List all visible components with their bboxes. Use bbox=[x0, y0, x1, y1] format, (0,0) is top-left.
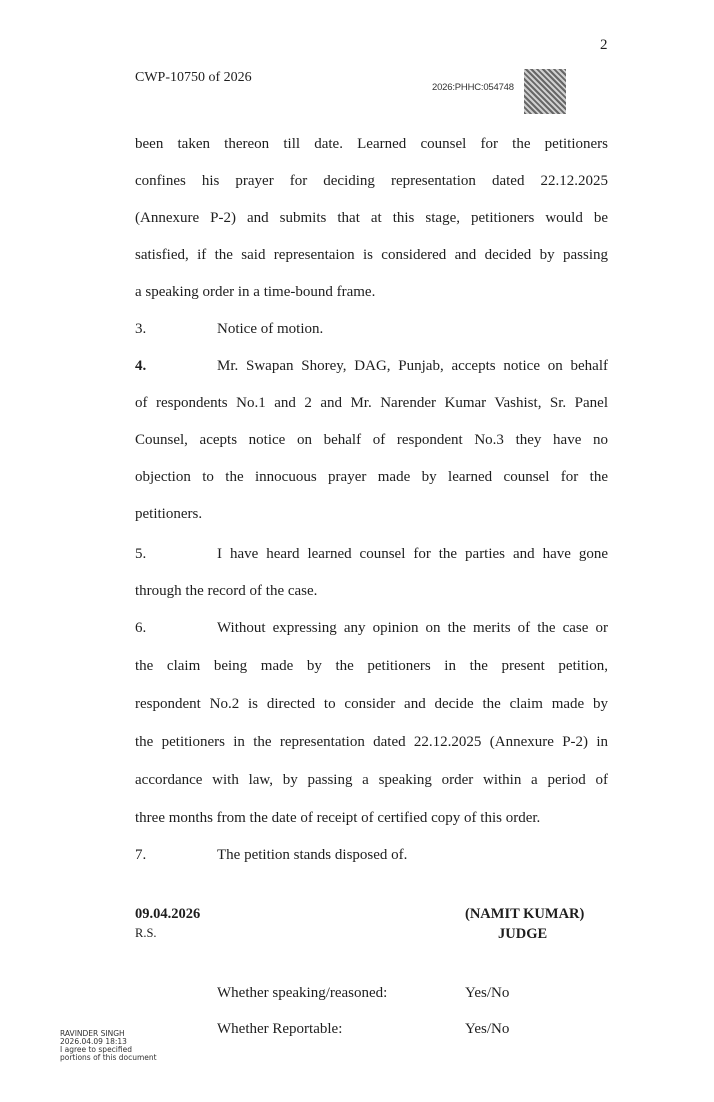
body-line: three months from the date of receipt of certified copy of this order. bbox=[135, 810, 541, 826]
body-line: objection to the innocuous prayer made by learned counsel for the bbox=[135, 469, 608, 485]
paragraph-number: 5. bbox=[135, 546, 147, 562]
paragraph-text: Without expressing any opinion on the merits of the case or bbox=[217, 620, 608, 636]
body-line: accordance with law, by passing a speaking order within a period of bbox=[135, 772, 608, 788]
speaking-reasoned-label: Whether speaking/reasoned: bbox=[217, 985, 388, 1001]
body-line: the petitioners in the representation dated 22.12.2025 (Annexure P-2) in bbox=[135, 734, 608, 750]
body-line: confines his prayer for deciding representation dated 22.12.2025 bbox=[135, 173, 608, 189]
body-line: petitioners. bbox=[135, 506, 203, 522]
reportable-value: Yes/No bbox=[465, 1021, 510, 1037]
digital-signature bbox=[60, 1030, 157, 1062]
paragraph-text: Notice of motion. bbox=[217, 321, 324, 337]
order-date: 09.04.2026 bbox=[135, 906, 201, 922]
signature-note-2: portions of this document bbox=[60, 1053, 157, 1062]
signer-name: RAVINDER SINGH bbox=[60, 1029, 125, 1038]
body-line: Counsel, acepts notice on behalf of respondent No.3 they have no bbox=[135, 432, 608, 448]
body-line: the claim being made by the petitioners in the present petition, bbox=[135, 658, 608, 674]
paragraph-number: 6. bbox=[135, 620, 147, 636]
paragraph-text: I have heard learned counsel for the parties and have gone bbox=[217, 546, 608, 562]
body-line: satisfied, if the said representaion is considered and decided by passing bbox=[135, 247, 608, 263]
body-line: respondent No.2 is directed to consider and decide the claim made by bbox=[135, 696, 608, 712]
case-number: CWP-10750 of 2026 bbox=[135, 70, 252, 85]
paragraph-number: 4. bbox=[135, 358, 147, 374]
paragraph-number: 7. bbox=[135, 847, 147, 863]
qr-code-icon bbox=[524, 69, 566, 114]
reportable-label: Whether Reportable: bbox=[217, 1021, 343, 1037]
paragraph-text: Mr. Swapan Shorey, DAG, Punjab, accepts notice on behalf bbox=[217, 358, 608, 374]
speaking-reasoned-value: Yes/No bbox=[465, 985, 510, 1001]
body-line: been taken thereon till date. Learned counsel for the petitioners bbox=[135, 136, 608, 152]
paragraph-text: The petition stands disposed of. bbox=[217, 847, 408, 863]
judge-name: (NAMIT KUMAR) bbox=[465, 906, 585, 922]
judge-title: JUDGE bbox=[498, 926, 548, 942]
body-line: a speaking order in a time-bound frame. bbox=[135, 284, 376, 300]
signature-note-1: I agree to specified bbox=[60, 1045, 132, 1054]
body-line: (Annexure P-2) and submits that at this stage, petitioners would be bbox=[135, 210, 608, 226]
body-line: of respondents No.1 and 2 and Mr. Narender Kumar Vashist, Sr. Panel bbox=[135, 395, 608, 411]
page-number: 2 bbox=[600, 37, 608, 53]
signature-timestamp: 2026.04.09 18:13 bbox=[60, 1037, 127, 1046]
paragraph-number: 3. bbox=[135, 321, 147, 337]
initials: R.S. bbox=[135, 926, 157, 940]
body-line: through the record of the case. bbox=[135, 583, 318, 599]
neutral-citation: 2026:PHHC:054748 bbox=[432, 82, 514, 93]
